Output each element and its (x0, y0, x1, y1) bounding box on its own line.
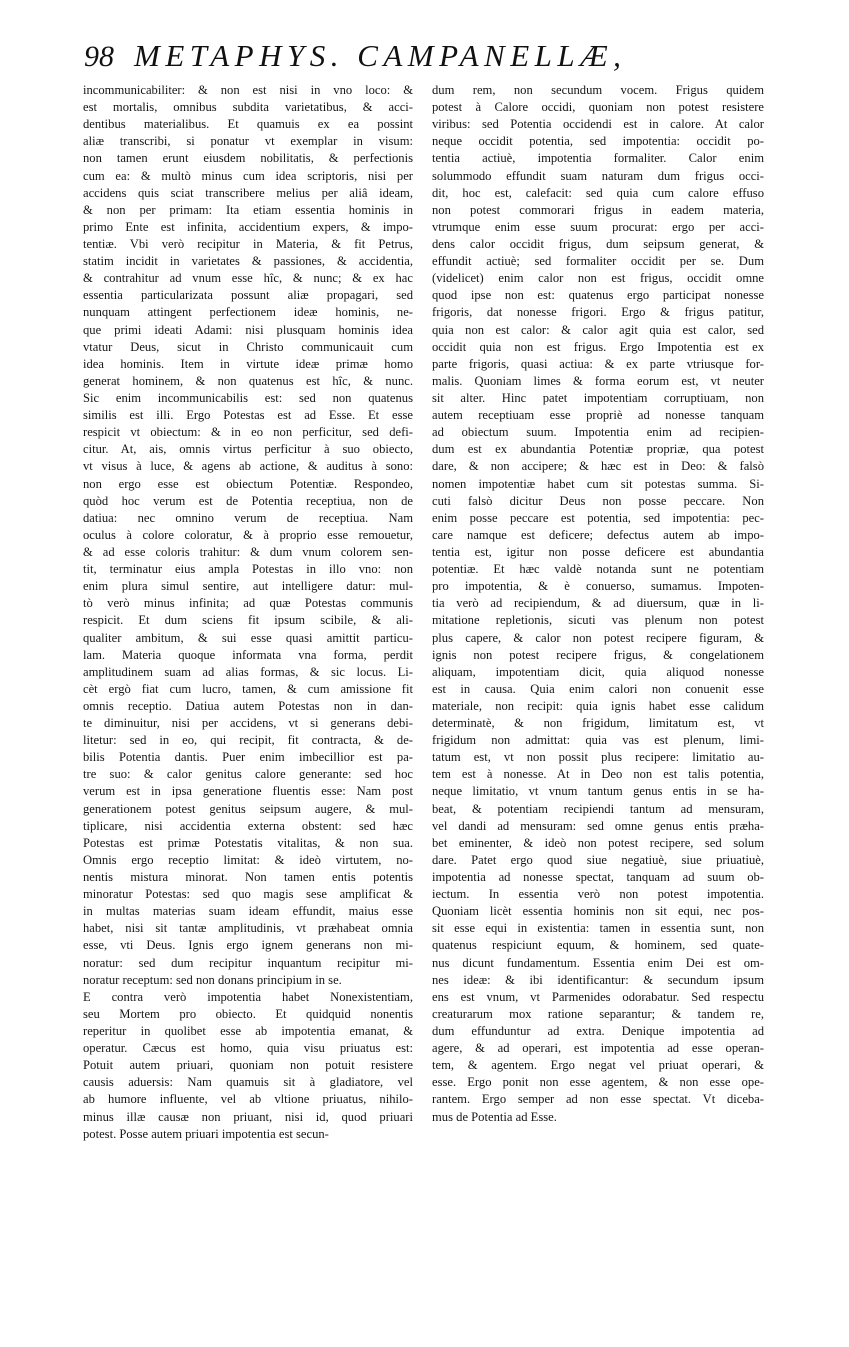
text-line: ab humore influente, vel ab vltione priuatus, nihilo- (83, 1092, 413, 1107)
text-line: E contra verò impotentia habet Nonexistentiam, (83, 989, 413, 1004)
text-line: sit esse equi in existentia: tamen in essentia sunt, non (432, 921, 764, 936)
text-line: noratur receptum: sed non donans principium in se. (83, 972, 342, 987)
text-line: Omnis ergo receptio limitat: & ideò virtutem, no- (83, 852, 413, 867)
text-line: iectum. In essentia verò non potest impotentia. (432, 887, 764, 902)
text-line: mitatione repletionis, sicuti vas plenum non potest (432, 613, 764, 628)
text-line: generationem potest genitus seipsum augere, & mul- (83, 801, 413, 816)
text-line: essentia particularizata possunt aliæ propagari, sed (83, 288, 413, 303)
text-line: dit, hoc est, calefacit: sed quia cum calore effuso (432, 185, 764, 200)
text-line: effundit actiuè; sed formaliter occidit per se. Dum (432, 254, 764, 269)
text-line: rantem. Ergo semper ad non esse spectat. Vt diceba- (432, 1092, 764, 1107)
text-line: tentiæ. Vbi verò recipitur in Materia, & fit Petrus, (83, 236, 413, 251)
text-line: est mortalis, omnibus subdita varietatibus, & acci- (83, 100, 413, 115)
text-line: tia verò ad recipiendum, & ad diuersum, quæ in li- (432, 596, 764, 611)
text-line: bilis Potentia dantis. Puer enim imbecillior est pa- (83, 750, 413, 765)
text-line: frigidum non admittat: quia vas est plenum, limi- (432, 733, 764, 748)
text-line: oculus à colore coloratur, & à proprio esse remouetur, (83, 527, 413, 542)
text-line: tem est à nonesse. At in Deo non est talis potentia, (432, 767, 764, 782)
text-line: nus dicunt fundamentum. Essentia enim Dei est om- (432, 955, 764, 970)
text-line: nes ideæ: & ibi identificantur: & secundum ipsum (432, 972, 764, 987)
text-line: non ergo esse est obiectum Potentiæ. Respondeo, (83, 476, 413, 491)
text-line: aliquam, impotentiam dicit, quia aliquod nonesse (432, 664, 764, 679)
text-line: esse, vti Deus. Ignis ergo ignem generans non mi- (83, 938, 413, 953)
text-line: dum effunduntur ad extra. Denique impotentia ad (432, 1024, 764, 1039)
text-line: cèt ergò fiat cum lucro, tamen, & cum amissione fit (83, 681, 413, 696)
text-line: incommunicabiliter: & non est nisi in vno loco: & (83, 83, 413, 97)
text-line: tentia est, igitur non posse deficere est abundantia (432, 544, 764, 559)
text-line: dare. Patet ergo quod siue negatiuè, siue priuatiuè, (432, 852, 764, 867)
text-line: nomen impotentiæ habet cum sit potestas summa. Si- (432, 476, 764, 491)
text-line: parte frigoris, quasi actiua: & ex parte vtriusque for- (432, 356, 764, 371)
text-line: lam. Materia quoque informata vna forma, perdit (83, 647, 413, 662)
text-line: amplitudinem suam ad alias formas, & sic locus. Li- (83, 664, 413, 679)
text-line: solummodo effundit suam naturam dum frigus occi- (432, 168, 764, 183)
text-line: similis est illi. Ergo Potestas est ad Esse. Et esse (83, 408, 413, 423)
text-line: sit alter. Hinc patet impotentiam corruptiuam, non (432, 390, 764, 405)
text-line: tem, & agentem. Ergo negat vel priuat operari, & (432, 1058, 764, 1073)
text-line: (videlicet) enim calor non est frigus, occidit omne (432, 271, 764, 286)
text-line: dare, & non accipere; & hæc est in Deo: & falsò (432, 459, 764, 474)
text-line: primo Ente est infinita, accidentium expers, & impo- (83, 219, 413, 234)
text-line: ignis non potest recipere frigus, & congelationem (432, 647, 764, 662)
text-line: minus illæ causæ non priuant, nisi id, quod priuari (83, 1109, 413, 1124)
right-text-column (432, 82, 764, 1126)
text-line: minoratur Potestas: sed quo magis sese amplificat & (83, 887, 413, 902)
text-line: in multas materias suam ideam effundit, maius esse (83, 904, 413, 919)
text-line: dentibus materialibus. Et quamuis ex ea possint (83, 117, 413, 132)
text-line: potest. Posse autem priuari impotentia est secun- (83, 1126, 329, 1141)
text-line: cuti falsò dicitur Deus non posse peccare. Non (432, 493, 764, 508)
text-line: seu Mortem pro obiecto. Et quidquid nonentis (83, 1006, 413, 1021)
text-line: generat hominem, & non quatenus est hîc, & nunc. (83, 373, 413, 388)
text-line: impotentia ad nonesse spectat, tanquam ad suum ob- (432, 870, 764, 885)
text-line: noratur: sed dum recipitur inquantum recipitur mi- (83, 955, 413, 970)
text-line: potest à Calore occidi, quoniam non potest resistere (432, 100, 764, 115)
text-line: beat, & potentiam recipiendi tantum ad mensuram, (432, 801, 764, 816)
text-line: tò verò minus infinita; ad quæ Potestas communis (83, 596, 413, 611)
text-line: & ad esse coloris trahitur: & dum vnum colorem sen- (83, 544, 413, 559)
text-line: Sic enim incommunicabilis est: sed non quatenus (83, 390, 413, 405)
text-line: occidit quia non est frigus. Ergo Impotentia est ex (432, 339, 764, 354)
text-line: dum rem, non secundum vocem. Frigus quidem (432, 83, 764, 97)
text-line: aliæ transcribi, si ponatur vt exemplar in visum: (83, 134, 413, 149)
text-line: accidens quis sciat transcribere melius per aliâ ideam, (83, 185, 413, 200)
text-line: causis aduersis: Nam quamuis sit à gladiatore, vel (83, 1075, 413, 1090)
text-line: idea hominis. Item in virtute ideæ primæ homo (83, 356, 413, 371)
text-line: tiplicare, nisi accidentia externa obstent: sed hæc (83, 818, 413, 833)
text-line: ad obiectum suum. Impotentia enim ad recipien- (432, 425, 764, 440)
text-line: enim posse peccare est potentia, sed impotentia: pec- (432, 510, 764, 525)
text-line: reperitur in quolibet esse ab impotentia emanat, & (83, 1024, 413, 1039)
text-line: bet eminenter, & ideò non potest recipere, sed solum (432, 835, 764, 850)
text-line: determinatè, & non frigidum, limitatum est, vt (432, 716, 764, 731)
text-line: frigoris, dat nonesse frigori. Ergo & frigus patitur, (432, 305, 764, 320)
text-line: tit, terminatur eius ampla Potestas in illo vno: non (83, 562, 413, 577)
text-line: plus capere, & calor non potest recipere figuram, & (432, 630, 764, 645)
text-line: autem receptiuam esse propriè ad nonesse tanquam (432, 408, 764, 423)
text-line: pro impotentia, & è conuerso, sumamus. Impoten- (432, 579, 764, 594)
text-line: neque limitatio, vt vnum tantum genus entis in se ha- (432, 784, 764, 799)
text-line: mus de Potentia ad Esse. (432, 1109, 557, 1124)
text-line: vel dandi ad mensuram: sed omne genus entis præha- (432, 818, 764, 833)
text-line: potentiæ. Et hæc valdè notanda sunt ne potentiam (432, 562, 764, 577)
text-line: que primi ideati Adami: nisi plusquam hominis idea (83, 322, 413, 337)
text-line: omnis receptio. Datiua autem Potestas non in dan- (83, 698, 413, 713)
text-line: habet, nisi sit tantæ amplitudinis, vt præhabeat omnia (83, 921, 413, 936)
text-line: quod ipse non est: quatenus ergo participat nonesse (432, 288, 764, 303)
text-line: qualiter ambitum, & sui esse quasi amittit particu- (83, 630, 413, 645)
text-line: neque occidit potentia, sed impotentia: occidit po- (432, 134, 764, 149)
text-line: non tamen erunt eiusdem nobilitatis, & perfectionis (83, 151, 413, 166)
page-header (84, 38, 744, 84)
left-text-column (83, 82, 413, 1143)
text-line: cum ea: & multò minus cum idea scriptoris, nisi per (83, 168, 413, 183)
text-line: Potuit autem priuari, quoniam non potuit resistere (83, 1058, 413, 1073)
text-line: est in causa. Quia enim calori non conuenit esse (432, 681, 764, 696)
text-line: ens est vnum, vt Parmenides odorabatur. Sed respectu (432, 989, 764, 1004)
text-line: non potest commorari frigus in eadem materia, (432, 202, 764, 217)
text-line: Quoniam licèt essentia hominis non sit equi, nec pos- (432, 904, 764, 919)
text-line: operatur. Cæcus est homo, quia visu priuatus est: (83, 1041, 413, 1056)
text-line: tentia actiuè, impotentia formaliter. Calor enim (432, 151, 764, 166)
text-line: datiua: nec omnino verum de receptiua. Nam (83, 510, 413, 525)
text-line: respicit vt obiectum: & in eo non perficitur, sed defi- (83, 425, 413, 440)
page-number: 98 (84, 40, 114, 73)
text-line: & non per primam: Ita etiam essentia hominis in (83, 202, 413, 217)
text-line: quòd hoc verum est de Potentia receptiua, non de (83, 493, 413, 508)
text-line: creaturarum mox ratione separantur; & tandem re, (432, 1006, 764, 1021)
text-line: statim incidit in varietates & passiones, & accidentia, (83, 254, 413, 269)
text-line: quatenus respiciunt equum, & hominem, sed quate- (432, 938, 764, 953)
text-line: vtrumque enim esse suum procurat: ergo per acci- (432, 219, 764, 234)
text-line: agere, & ad operari, est impotentia ad esse operan- (432, 1041, 764, 1056)
text-line: materiale, non recipit: quia ignis habet esse calidum (432, 698, 764, 713)
text-line: quia non est calor: & calor agit quia est calor, sed (432, 322, 764, 337)
text-line: dens calor occidit frigus, dum seipsum generat, & (432, 236, 764, 251)
text-line: nentis mistura minorat. Non tamen entis potentis (83, 870, 413, 885)
text-line: & contrahitur ad vnum esse hîc, & nunc; & ex hac (83, 271, 413, 286)
text-line: tatum est, vt non possit plus recipere: limitatio au- (432, 750, 764, 765)
text-line: tre suo: & calor genitus calore generante: sed hoc (83, 767, 413, 782)
text-line: malis. Quoniam limes & forma eorum est, vt neuter (432, 373, 764, 388)
running-title: METAPHYS. CAMPANELLÆ, (134, 38, 627, 73)
text-line: esse. Ergo ponit non esse agentem, & non esse ope- (432, 1075, 764, 1090)
text-line: te diminuitur, nisi per accidens, vt si generans debi- (83, 716, 413, 731)
text-line: Potestas est primæ Potestatis vitalitas, & non sua. (83, 835, 413, 850)
text-line: vtatur Deus, sicut in Christo communicauit cum (83, 339, 413, 354)
text-line: viribus: sed Potentia occidendi est in calore. At calor (432, 117, 764, 132)
text-line: nunquam attingent perfectionem ideæ hominis, ne- (83, 305, 413, 320)
text-line: citur. At, ais, omnis virtus perficitur à suo obiecto, (83, 442, 413, 457)
text-line: litetur: sed in eo, qui recipit, fit contracta, & de- (83, 733, 413, 748)
text-line: dum est ex abundantia Potentiæ propriæ, qua potest (432, 442, 764, 457)
text-line: verum est in ipsa generatione fluentis esse: Nam post (83, 784, 413, 799)
text-line: care namque est deficere; defectus autem ab impo- (432, 527, 764, 542)
text-line: respicit. Et dum sciens fit ipsum scibile, & ali- (83, 613, 413, 628)
text-line: vt visus à luce, & agens ab actione, & auditus à sono: (83, 459, 413, 474)
text-line: enim plura simul sentire, aut intelligere datur: mul- (83, 579, 413, 594)
